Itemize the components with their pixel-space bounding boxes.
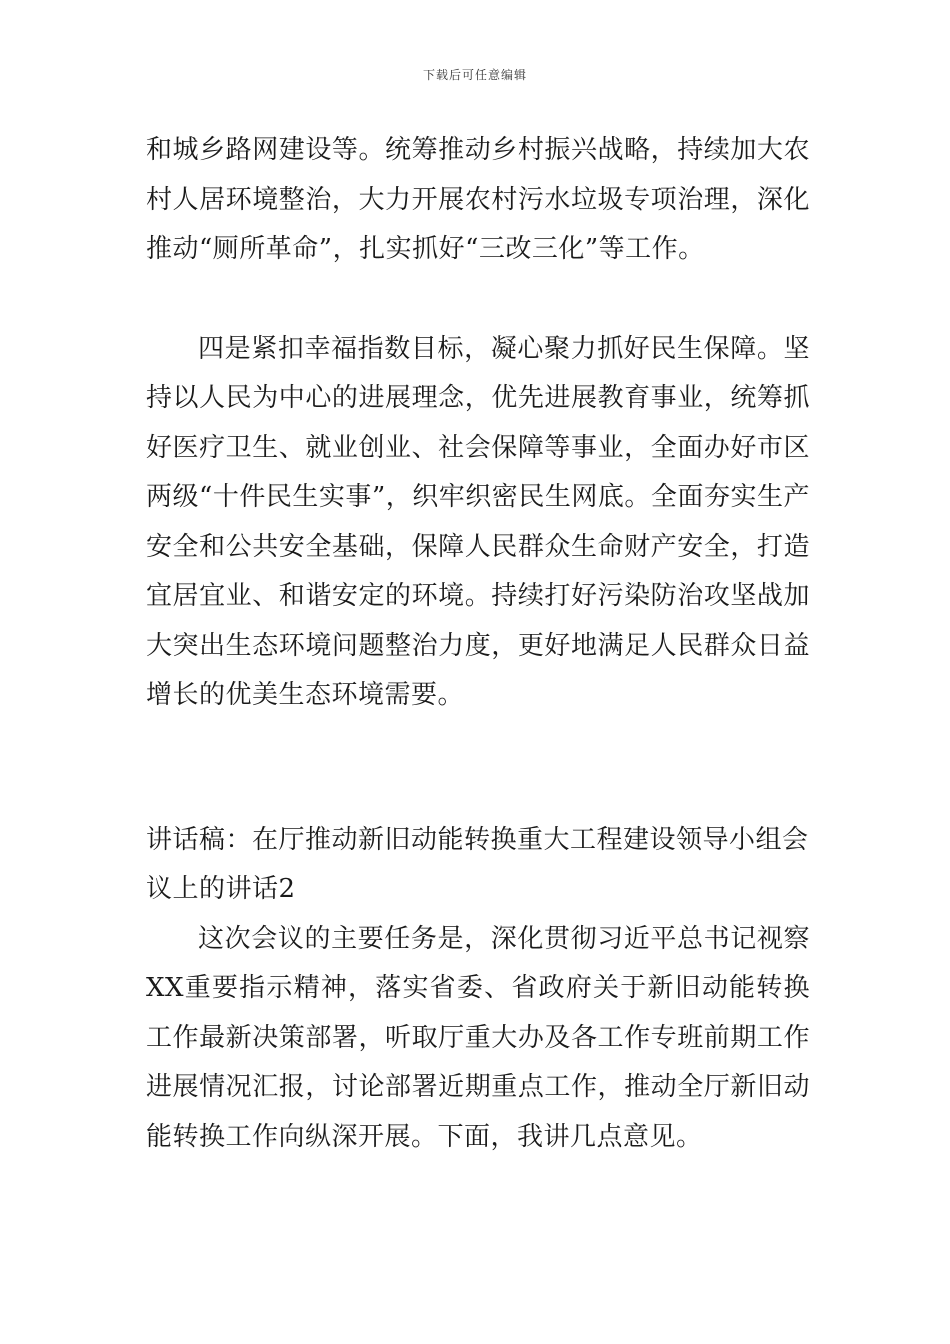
- document-body: [146, 126, 810, 1162]
- paragraph-continuation: 和城乡路网建设等。统筹推动乡村振兴战略，持续加大农村人居环境整治，大力开展农村污水垃圾专项治理，深化推动“厕所革命”，扎实抓好“三改三化”等工作。: [146, 135, 810, 264]
- section-gap: [146, 721, 810, 816]
- paragraph-livelihood: 四是紧扣幸福指数目标，凝心聚力抓好民生保障。坚持以人民为中心的进展理念，优先进展教育事业，统筹抓好医疗卫生、就业创业、社会保障等事业，全面办好市区两级“十件民生实事”，织牢织密民生网底。全面夯实生产安全和公共安全基础，保障人民群众生命财产安全，打造宜居宜业、和谐安定的环境。持续打好污染防治攻坚战加大突出生态环境问题整治力度，更好地满足人民群众日益增长的优美生态环境需要。: [146, 333, 810, 710]
- page-header: 下载后可任意编辑: [422, 68, 527, 82]
- speech-heading: 讲话稿：在厅推动新旧动能转换重大工程建设领导小组会议上的讲话2: [146, 824, 809, 904]
- paragraph-meeting-task: 这次会议的主要任务是，深化贯彻习近平总书记视察XX重要指示精神，落实省委、省政府关于新旧动能转换工作最新决策部署，听取厅重大办及各工作专班前期工作进展情况汇报，讨论部署近期重点工作，推动全厅新旧动能转换工作向纵深开展。下面，我讲几点意见。: [146, 923, 810, 1152]
- paragraph-gap: [146, 275, 810, 325]
